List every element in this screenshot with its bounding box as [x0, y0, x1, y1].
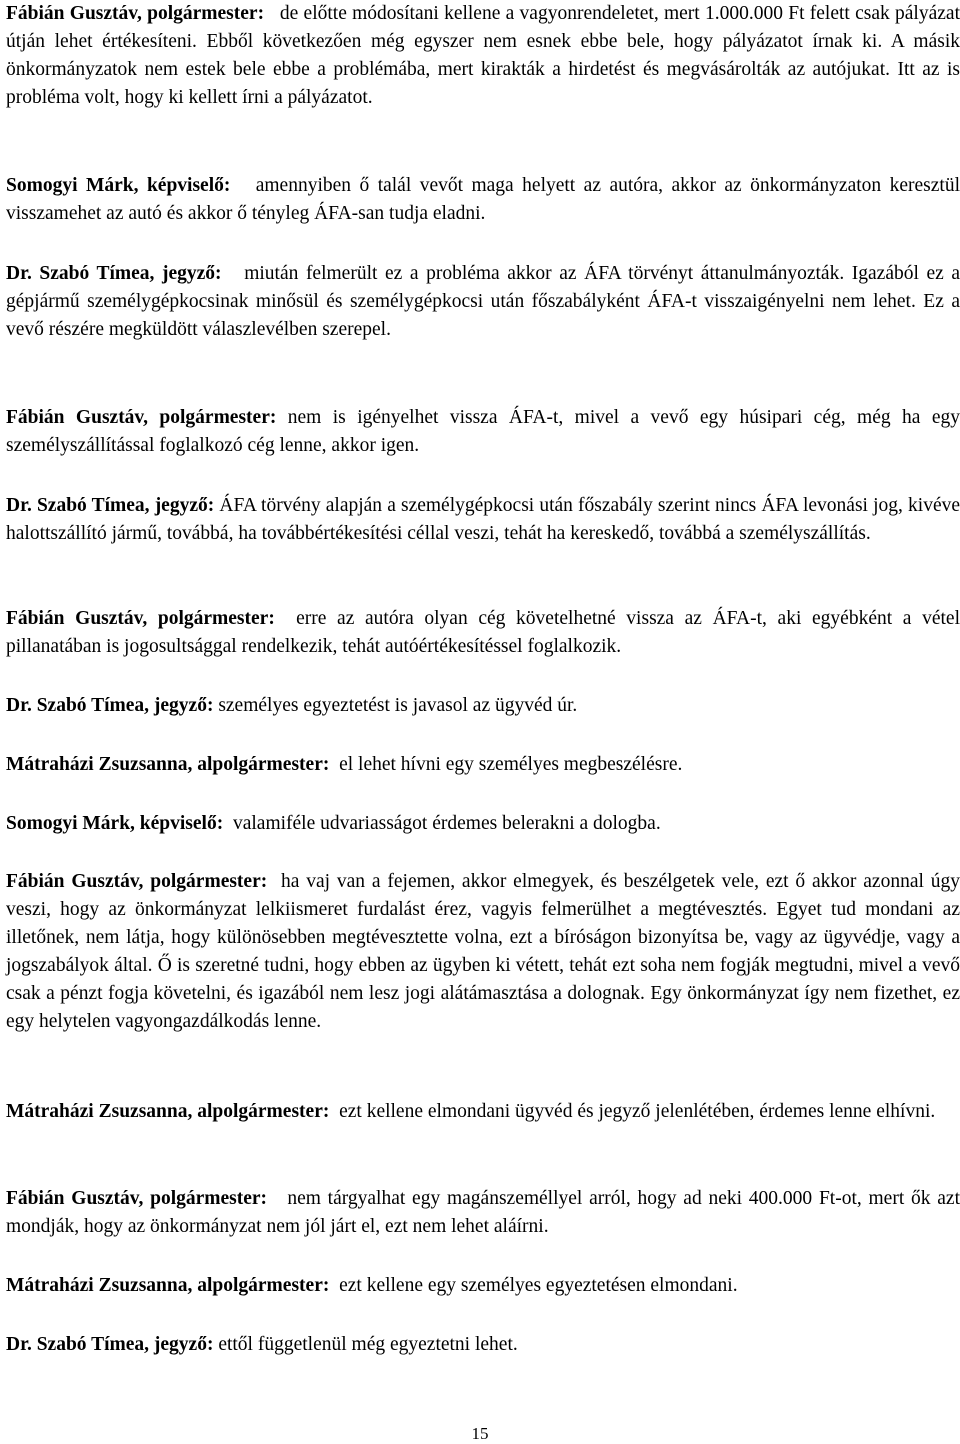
paragraph-text: ezt kellene elmondani ügyvéd és jegyző jelenlétében, érdemes lenne elhívni. — [339, 1101, 936, 1122]
paragraph-text: de előtte módosítani kellene a vagyonrendeletet, mert 1.000.000 Ft felett csak pályázat útján lehet értékesíteni. Ebből következően még egyszer nem esnek ebbe bele, hogy pályázatot írnak ki. A másik önkormányzatok nem estek bele ebbe a problémába, mert kirakták a hirdetést és megvásárolták az autójukat. Itt az is probléma volt, hogy ki kellett írni a pályázatot. — [6, 3, 960, 108]
speaker-name: Fábián Gusztáv, polgármester: — [6, 871, 268, 892]
paragraph — [6, 260, 960, 344]
page-number: 15 — [471, 1424, 489, 1443]
speaker-name: Dr. Szabó Tímea, jegyző: — [6, 263, 222, 284]
speaker-name: Fábián Gusztáv, polgármester: — [6, 1188, 268, 1209]
paragraph — [6, 492, 960, 548]
speaker-name: Fábián Gusztáv, polgármester: — [6, 407, 277, 428]
paragraph — [6, 1185, 960, 1241]
paragraph-text: személyes egyeztetést is javasol az ügyvéd úr. — [218, 695, 578, 716]
speaker-name: Dr. Szabó Tímea, jegyző: — [6, 1334, 214, 1355]
paragraph-text: el lehet hívni egy személyes megbeszélésre. — [339, 754, 683, 775]
paragraph-text: valamiféle udvariasságot érdemes belerakni a dologba. — [232, 813, 661, 834]
paragraph-text: nem is igényelhet vissza ÁFA-t, mivel a vevő egy húsipari cég, még ha egy személyszállítással foglalkozó cég lenne, akkor igen. — [6, 407, 960, 456]
paragraph-text: nem tárgyalhat egy magánszeméllyel arról, hogy ad neki 400.000 Ft-ot, mert ők azt mondják, hogy az önkormányzat nem jól járt el, ezt nem lehet aláírni. — [6, 1188, 960, 1237]
paragraph — [6, 172, 960, 228]
paragraph-text: ezt kellene egy személyes egyeztetésen elmondani. — [339, 1275, 738, 1296]
speaker-name: Mátraházi Zsuzsanna, alpolgármester: — [6, 1101, 330, 1122]
paragraph — [6, 810, 960, 838]
speaker-name: Dr. Szabó Tímea, jegyző: — [6, 495, 215, 516]
speaker-name: Dr. Szabó Tímea, jegyző: — [6, 695, 214, 716]
speaker-name: Fábián Gusztáv, polgármester: — [6, 3, 265, 24]
paragraph — [6, 692, 960, 720]
paragraph — [6, 751, 960, 779]
paragraph — [6, 1272, 960, 1300]
speaker-name: Somogyi Márk, képviselő: — [6, 813, 224, 834]
speaker-name: Mátraházi Zsuzsanna, alpolgármester: — [6, 754, 330, 775]
paragraph — [6, 0, 960, 112]
paragraph-text: miután felmerült ez a probléma akkor az ÁFA törvényt áttanulmányozták. Igazából ez a gépjármű személygépkocsinak minősül és személygépkocsi után főszabályként ÁFA-t visszaigényelni nem lehet. Ez a vevő részére megküldött válaszlevélben szerepel. — [6, 263, 960, 340]
paragraph — [6, 605, 960, 661]
paragraph-text: ha vaj van a fejemen, akkor elmegyek, és beszélgetek vele, ezt ő akkor azonnal úgy veszi, hogy az önkormányzat lelkiismeret furdalást érez, vagyis felmerülhet a megtévesztés. Egyet tud mondani az illetőnek, nem látja, hogy különösebben megtévesztette volna, ezt a bíróságon bizonyítsa be, vagy az ügyvédje, vagy a jogszabályok által. Ő is szeretné tudni, hogy ebben az ügyben ki vétett, tehát ezt soha nem fogják megtudni, mivel a vevő csak a pénzt fogja követelni, és igazából nem lesz jogi alátámasztása a dolognak. Egy önkormányzat így nem fizethet, ez egy helytelen vagyongazdálkodás lenne. — [6, 871, 960, 1032]
speaker-name: Mátraházi Zsuzsanna, alpolgármester: — [6, 1275, 330, 1296]
paragraph — [6, 868, 960, 1036]
paragraph — [6, 404, 960, 460]
paragraph — [6, 1098, 960, 1126]
speaker-name: Somogyi Márk, képviselő: — [6, 175, 231, 196]
paragraph-text: amennyiben ő talál vevőt maga helyett az autóra, akkor az önkormányzaton keresztül visszamehet az autó és akkor ő tényleg ÁFA-san tudja eladni. — [6, 175, 960, 224]
paragraph-text: ÁFA törvény alapján a személygépkocsi után főszabály szerint nincs ÁFA levonási jog, kivéve halottszállító jármű, továbbá, ha továbbértékesítési céllal veszi, tehát ha kereskedő, továbbá a személyszállítás. — [6, 495, 960, 544]
paragraph-text: ettől függetlenül még egyeztetni lehet. — [218, 1334, 518, 1355]
paragraph-text: erre az autóra olyan cég követelhetné vissza az ÁFA-t, aki egyébként a vétel pillanatában is jogosultsággal rendelkezik, tehát autóértékesítéssel foglalkozik. — [6, 608, 960, 657]
paragraph — [6, 1331, 960, 1359]
speaker-name: Fábián Gusztáv, polgármester: — [6, 608, 275, 629]
